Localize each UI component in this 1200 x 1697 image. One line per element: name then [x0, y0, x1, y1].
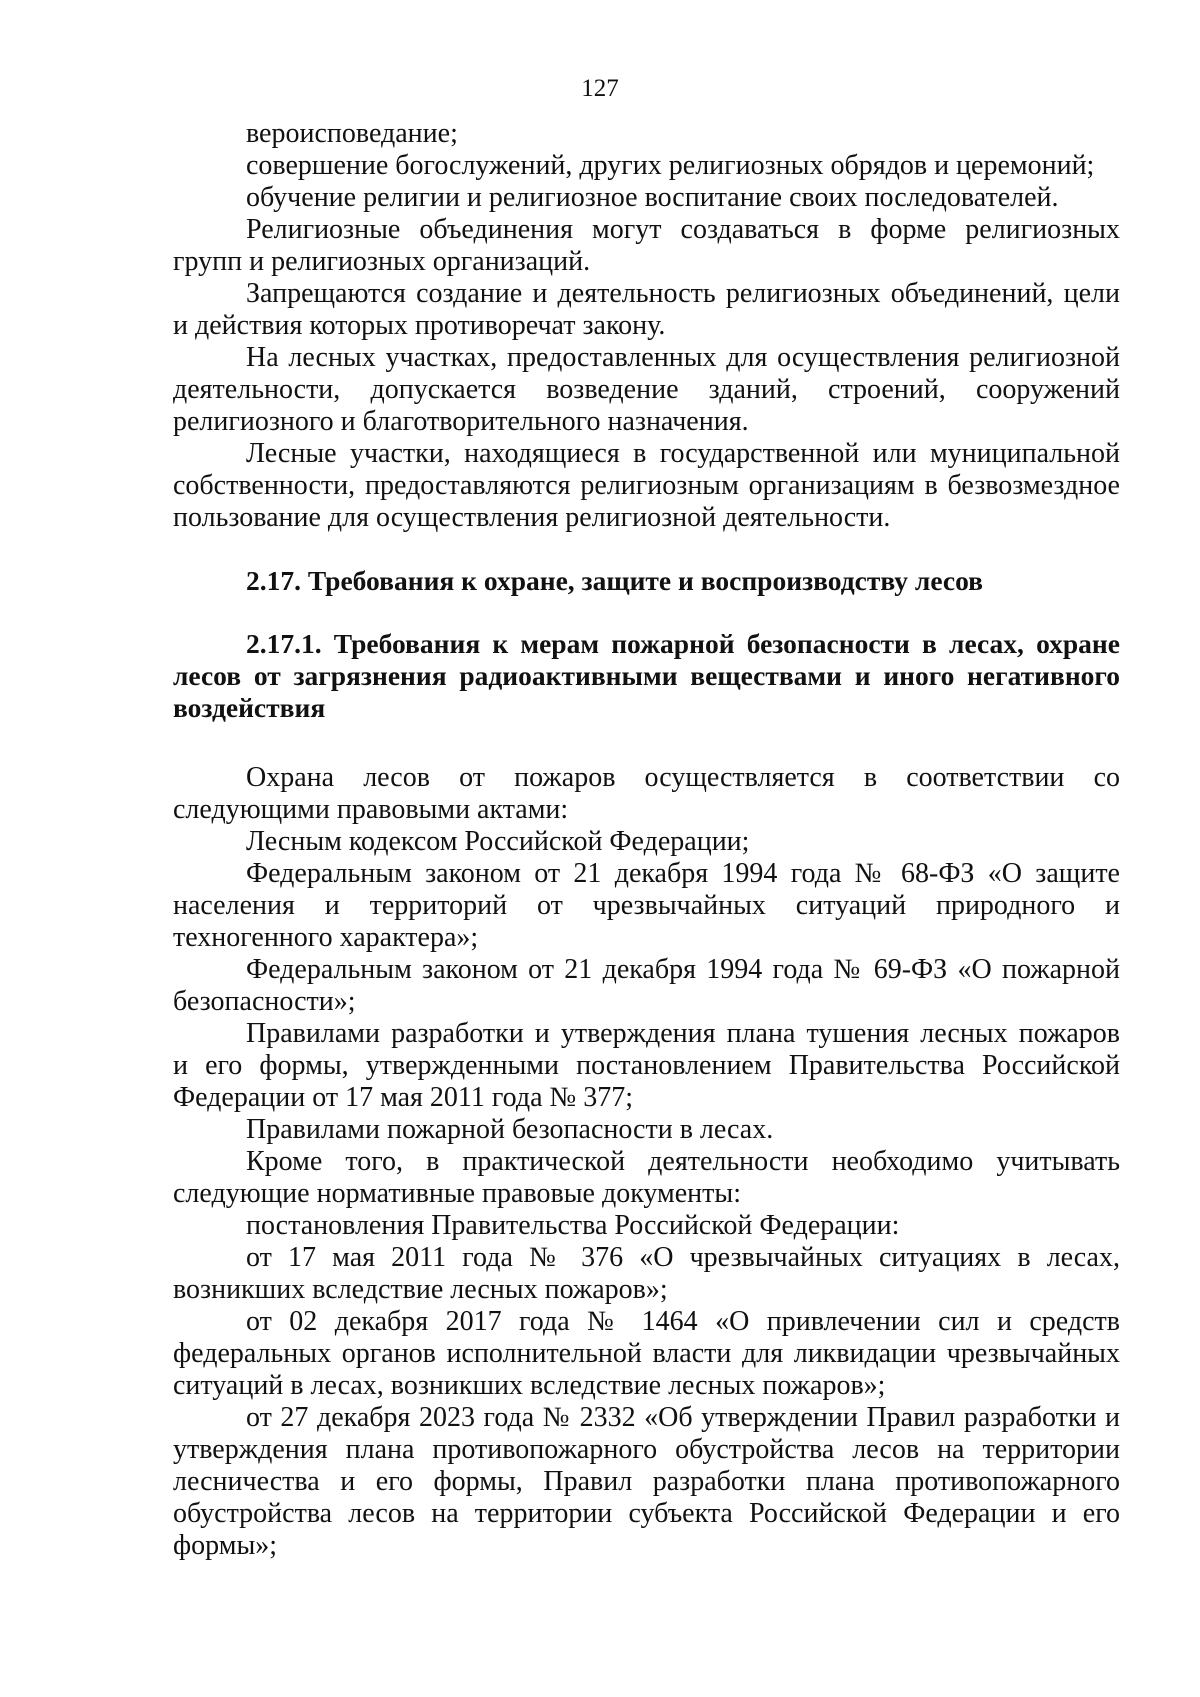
page-number: 127 — [581, 75, 619, 102]
text-line: утверждения плана противопожарного обустройства лесов на территории — [173, 1434, 1120, 1465]
text-line: от 27 декабря 2023 года № 2332 «Об утверждении Правил разработки и — [246, 1402, 1120, 1433]
text-line: Правилами пожарной безопасности в лесах. — [246, 1114, 774, 1145]
text-line: Кроме того, в практической деятельности необходимо учитывать — [246, 1146, 1120, 1177]
text-line: На лесных участках, предоставленных для осуществления религиозной — [246, 342, 1120, 373]
text-line: деятельности, допускается возведение зданий, строений, сооружений — [173, 374, 1120, 405]
text-line: лесничества и его формы, Правил разработки плана противопожарного — [173, 1466, 1120, 1497]
text-line: следующими правовыми актами: — [173, 794, 569, 825]
subsection-heading: лесов от загрязнения радиоактивными веществами и иного негативного — [173, 660, 1120, 691]
text-line: и его формы, утвержденными постановлением Правительства Российской — [173, 1050, 1120, 1081]
text-line: от 02 декабря 2017 года № 1464 «О привлечении сил и средств — [246, 1306, 1120, 1337]
text-line: техногенного характера»; — [173, 922, 479, 953]
text-line: Правилами разработки и утверждения плана тушения лесных пожаров — [246, 1018, 1120, 1049]
text-line: Охрана лесов от пожаров осуществляется в соответствии со — [246, 762, 1120, 793]
text-line: собственности, предоставляются религиозным организациям в безвозмездное — [173, 470, 1120, 501]
section-heading: 2.17. Требования к охране, защите и воспроизводству лесов — [246, 565, 983, 596]
text-line: возникших вследствие лесных пожаров»; — [173, 1274, 668, 1305]
text-line: Лесным кодексом Российской Федерации; — [246, 826, 750, 857]
text-line: групп и религиозных организаций. — [173, 246, 591, 277]
text-line: Федеральным законом от 21 декабря 1994 года № 69-ФЗ «О пожарной — [246, 954, 1120, 985]
text-line: пользование для осуществления религиозной деятельности. — [173, 502, 891, 533]
text-line: формы»; — [173, 1530, 278, 1561]
subsection-heading: 2.17.1. Требования к мерам пожарной безопасности в лесах, охране — [246, 628, 1120, 659]
text-line: религиозного и благотворительного назначения. — [173, 406, 749, 437]
text-line: Федеральным законом от 21 декабря 1994 года № 68-ФЗ «О защите — [246, 858, 1120, 889]
text-line: безопасности»; — [173, 986, 356, 1017]
text-line: вероисповедание; — [246, 118, 458, 149]
text-line: Лесные участки, находящиеся в государственной или муниципальной — [246, 438, 1120, 469]
text-line: населения и территорий от чрезвычайных ситуаций природного и — [173, 890, 1120, 921]
text-line: Федерации от 17 мая 2011 года № 377; — [173, 1082, 634, 1113]
text-line: обучение религии и религиозное воспитание своих последователей. — [246, 182, 1059, 213]
subsection-heading: воздействия — [173, 692, 326, 723]
text-line: ситуаций в лесах, возникших вследствие лесных пожаров»; — [173, 1370, 886, 1401]
text-line: постановления Правительства Российской Федерации: — [246, 1210, 900, 1241]
text-line: федеральных органов исполнительной власти для ликвидации чрезвычайных — [173, 1338, 1120, 1369]
text-line: от 17 мая 2011 года № 376 «О чрезвычайных ситуациях в лесах, — [246, 1242, 1120, 1273]
text-line: обустройства лесов на территории субъекта Российской Федерации и его — [173, 1498, 1120, 1529]
text-line: Религиозные объединения могут создаваться в форме религиозных — [246, 214, 1120, 245]
text-line: и действия которых противоречат закону. — [173, 310, 666, 341]
text-line: следующие нормативные правовые документы: — [173, 1178, 741, 1209]
text-line: совершение богослужений, других религиозных обрядов и церемоний; — [246, 150, 1095, 181]
text-line: Запрещаются создание и деятельность религиозных объединений, цели — [246, 278, 1120, 309]
